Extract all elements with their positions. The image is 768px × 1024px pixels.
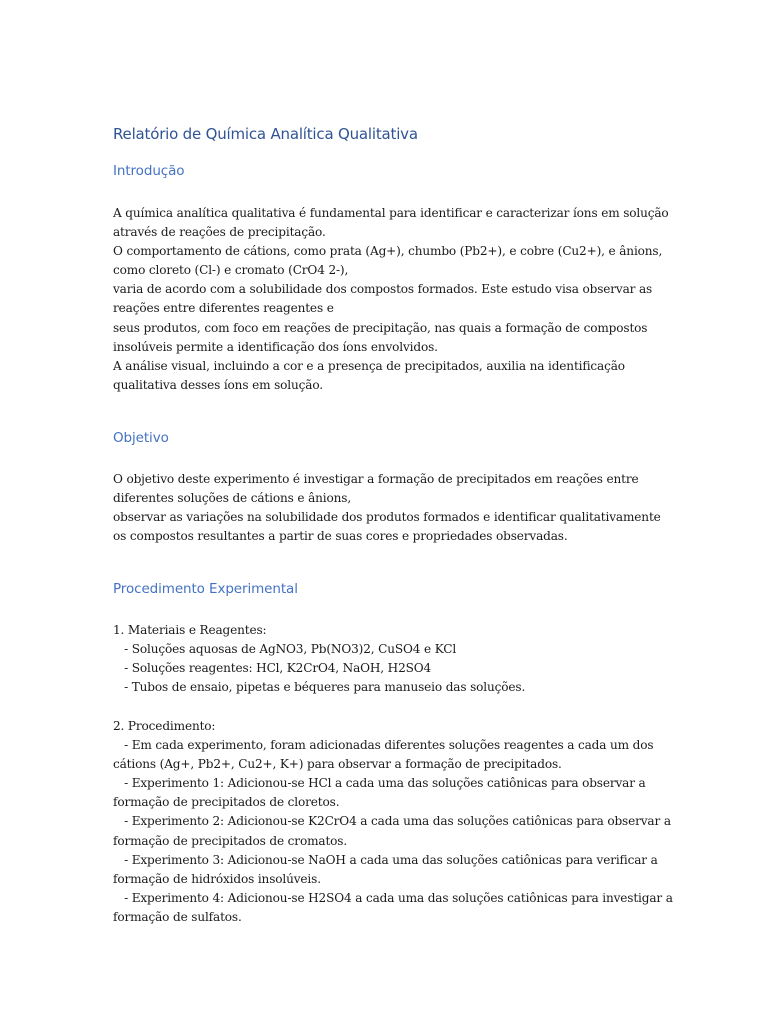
text-line: seus produtos, com foco em reações de precipitação, nas quais a formação de compostos [113,320,648,335]
list-item: formação de sulfatos. [113,909,242,924]
text-line: diferentes soluções de cátions e ânions, [113,491,352,506]
list-item: - Experimento 2: Adicionou-se K2CrO4 a cada uma das soluções catiônicas para observar a [113,814,671,829]
list-item: - Tubos de ensaio, pipetas e béqueres para manuseio das soluções. [113,680,526,695]
list-item: cátions (Ag+, Pb2+, Cu2+, K+) para observar a formação de precipitados. [113,757,562,772]
document-title: Relatório de Química Analítica Qualitativa [113,125,418,143]
heading-introducao: Introdução [113,163,185,179]
text-line: através de reações de precipitação. [113,225,326,240]
text-line: observar as variações na solubilidade dos produtos formados e identificar qualitativamente [113,510,661,525]
text-line: O objetivo deste experimento é investigar a formação de precipitados em reações entre [113,472,639,486]
text-line: A análise visual, incluindo a cor e a presença de precipitados, auxilia na identificação [113,358,625,373]
text-line: varia de acordo com a solubilidade dos compostos formados. Este estudo visa observar as [113,282,653,297]
heading-objetivo: Objetivo [113,430,169,446]
text-line: reações entre diferentes reagentes e [113,301,334,316]
list-item: - Soluções reagentes: HCl, K2CrO4, NaOH, H2SO4 [113,661,432,676]
text-line: insolúveis permite a identificação dos íons envolvidos. [113,339,438,354]
heading-procedimento: Procedimento Experimental [113,581,298,597]
text-line: os compostos resultantes a partir de suas cores e propriedades observadas. [113,529,568,544]
objetivo-paragraph [113,470,661,546]
text-line: A química analítica qualitativa é fundamental para identificar e caracterizar íons em solução [113,206,669,220]
list-item: formação de precipitados de cromatos. [113,833,348,848]
list-item: - Soluções aquosas de AgNO3, Pb(NO3)2, CuSO4 e KCl [113,642,457,657]
materiais-list [113,621,658,697]
list-item: 2. Procedimento: [113,719,216,733]
list-item: formação de precipitados de cloretos. [113,795,340,810]
text-line: qualitativa desses íons em solução. [113,377,323,392]
introducao-paragraph [113,204,669,395]
text-line: como cloreto (Cl-) e cromato (CrO4 2-), [113,263,349,278]
procedimento-list [113,717,673,927]
list-item: - Experimento 1: Adicionou-se HCl a cada uma das soluções catiônicas para observar a [113,776,646,791]
list-item: - Em cada experimento, foram adicionadas diferentes soluções reagentes a cada um dos [113,738,654,753]
list-item: formação de hidróxidos insolúveis. [113,871,321,886]
list-item: 1. Materiais e Reagentes: [113,623,267,637]
text-line: O comportamento de cátions, como prata (Ag+), chumbo (Pb2+), e cobre (Cu2+), e ânions, [113,244,663,259]
list-item: - Experimento 4: Adicionou-se H2SO4 a cada uma das soluções catiônicas para investigar a [113,890,673,905]
list-item: - Experimento 3: Adicionou-se NaOH a cada uma das soluções catiônicas para verificar a [113,852,658,867]
